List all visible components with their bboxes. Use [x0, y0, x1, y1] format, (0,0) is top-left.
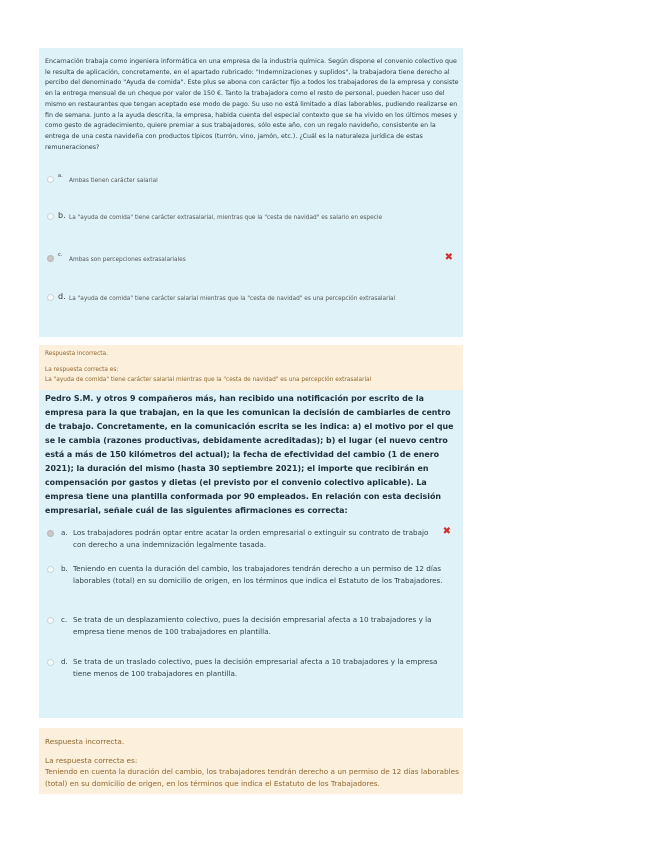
option-text: Ambas tienen carácter salarial	[69, 178, 158, 184]
question-1-text: Encarnación trabaja como ingeniera informática en una empresa de la industria química. Según dispone el convenio colectivo que le resulta de aplicación, concretamente, en el apartado rubricado: "Indemnizaciones y suplidos", la trabajadora tiene derecho al percibo del denominado "Ayuda de comida". Este plus se abona con carácter fijo a todos los trabajadores de la empresa y consiste en la entrega mensual de un cheque por valor de 150 €. Tanto la trabajadora como el resto de personal, pueden hacer uso del mismo en restaurantes que tengan aceptado ese modo de pago. Su uso no está limitado a días laborables, pudiendo realizarse en fin de semana. Junto a la ayuda descrita, la empresa, habida cuenta del especial contexto que se ha vivido en los últimos meses y como gesto de agradecimiento, quiere premiar a sus trabajadores, sólo este año, con un regalo navideño, consistente en la entrega de una cesta navideña con productos típicos (turrón, vino, jamón, etc.). ¿Cuál es la naturaleza jurídica de estas remuneraciones?	[45, 58, 459, 151]
option-letter: c.	[61, 615, 68, 624]
question-2-option-a[interactable]	[47, 527, 453, 553]
option-letter: b.	[61, 564, 68, 573]
option-text: Teniendo en cuenta la duración del cambio, los trabajadores tendrán derecho a un permiso de 12 días laborables (total) en su domicilio de origen, en los términos que indica el Estatuto de los Trabajadores.	[73, 564, 443, 585]
option-letter: d.	[58, 292, 66, 301]
feedback-status: Respuesta incorrecta.	[45, 737, 125, 746]
option-text: Se trata de un desplazamiento colectivo, pues la decisión empresarial afecta a 10 trabajadores y la empresa tiene menos de 100 trabajadores en plantilla.	[73, 615, 432, 636]
question-1-panel	[39, 48, 463, 337]
radio-button[interactable]	[47, 294, 54, 301]
feedback-correct-answer: Teniendo en cuenta la duración del cambio, los trabajadores tendrán derecho a un permiso de 12 días laborables (total) en su domicilio de origen, en los términos que indica el Estatuto de los Trabajadores.	[45, 767, 459, 788]
feedback-correct-answer: La "ayuda de comida" tiene carácter salarial mientras que la "cesta de navidad" es una percepción extrasalarial	[45, 377, 372, 383]
radio-button[interactable]	[47, 659, 54, 666]
option-letter: c.	[58, 252, 63, 258]
radio-button[interactable]	[47, 566, 54, 573]
option-letter: a.	[58, 173, 63, 179]
question-2-option-d[interactable]	[47, 656, 453, 682]
option-text: Los trabajadores podrán optar entre acatar la orden empresarial o extinguir su contrato de trabajo con derecho a una indemnización legalmente tasada.	[73, 528, 429, 549]
feedback-1-panel	[39, 345, 463, 390]
incorrect-icon: ✖	[444, 252, 453, 263]
incorrect-icon: ✖	[442, 526, 451, 537]
radio-button-selected[interactable]	[47, 255, 54, 262]
feedback-correct-label: La respuesta correcta es:	[45, 756, 138, 765]
option-letter: d.	[61, 657, 68, 666]
feedback-2-panel	[39, 728, 463, 794]
option-letter: b.	[58, 211, 66, 220]
radio-button[interactable]	[47, 213, 54, 220]
question-2-option-b[interactable]	[47, 563, 453, 601]
feedback-status: Respuesta incorrecta.	[45, 351, 108, 357]
option-text: Se trata de un traslado colectivo, pues la decisión empresarial afecta a 10 trabajadores y la empresa tiene menos de 100 trabajadores en plantilla.	[73, 657, 438, 678]
feedback-correct-label: La respuesta correcta es:	[45, 367, 119, 373]
question-2-panel	[39, 390, 463, 718]
question-2-option-c[interactable]	[47, 614, 453, 640]
option-letter: a.	[61, 528, 68, 537]
radio-button[interactable]	[47, 617, 54, 624]
option-text: La "ayuda de comida" tiene carácter extrasalarial, mientras que la "cesta de navidad" es salario en especie	[69, 215, 383, 221]
option-text: Ambas son percepciones extrasalariales	[69, 257, 186, 263]
question-2-text: Pedro S.M. y otros 9 compañeros más, han recibido una notificación por escrito de la empresa para la que trabajan, en la que les comunican la decisión de cambiarles de centro de trabajo. Concretamente, en la comunicación escrita se les indica: a) el motivo por el que se le cambia (razones productivas, debidamente acreditadas); b) el lugar (el nuevo centro está a más de 150 kilómetros del actual); la fecha de efectividad del cambio (1 de enero 2021); la duración del mismo (hasta 30 septiembre 2021); el importe que recibirán en compensación por gastos y dietas (el previsto por el convenio colectivo aplicable). La empresa tiene una plantilla conformada por 90 empleados. En relación con esta decisión empresarial, señale cuál de las siguientes afirmaciones es correcta:	[45, 394, 454, 515]
radio-button-selected[interactable]	[47, 530, 54, 537]
option-text: La "ayuda de comida" tiene carácter salarial mientras que la "cesta de navidad" es una percepción extrasalarial	[69, 296, 396, 302]
radio-button[interactable]	[47, 176, 54, 183]
